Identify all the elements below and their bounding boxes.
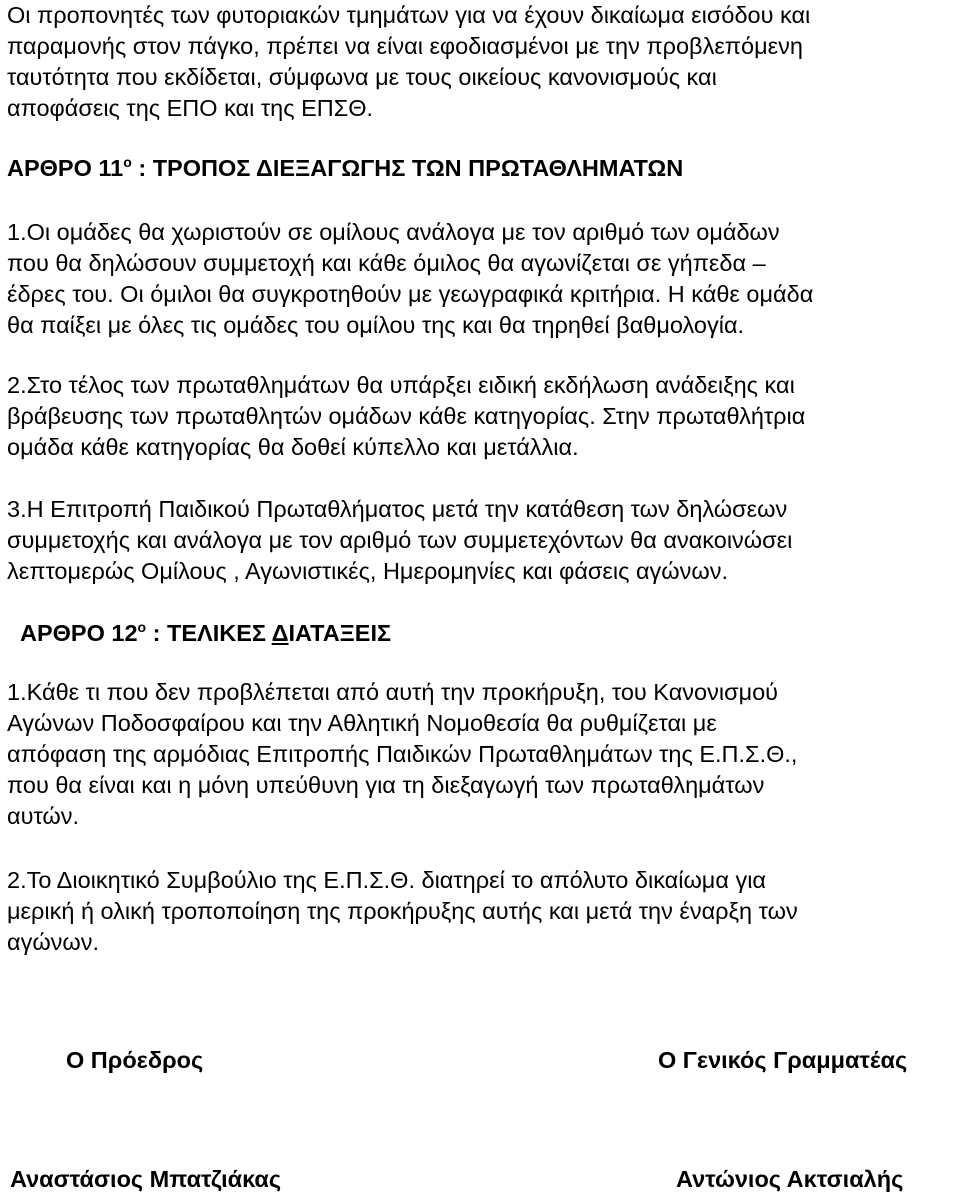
- text-line: λεπτομερώς Ομίλους , Αγωνιστικές, Ημερομηνίες και φάσεις αγώνων.: [7, 558, 729, 584]
- text-line: 1.Κάθε τι που δεν προβλέπεται από αυτή την προκήρυξη, του Κανονισμού: [7, 679, 779, 705]
- text-line: 3.Η Επιτροπή Παιδικού Πρωταθλήματος μετά την κατάθεση των δηλώσεων: [7, 496, 788, 522]
- text-line: απόφαση της αρμόδιας Επιτροπής Παιδικών Πρωταθλημάτων της Ε.Π.Σ.Θ.,: [7, 741, 798, 767]
- article-11-title: : ΤΡΟΠΟΣ ΔΙΕΞΑΓΩΓΗΣ ΤΩΝ ΠΡΩΤΑΘΛΗΜΑΤΩΝ: [131, 155, 684, 181]
- intro-paragraph: [7, 0, 957, 124]
- article-12-paragraph-2: [7, 865, 957, 958]
- text-line: Αγώνων Ποδοσφαίρου και την Αθλητική Νομοθεσία θα ρυθμίζεται με: [7, 710, 717, 736]
- article-12-prefix: ΑΡΘΡΟ 12: [20, 620, 138, 646]
- text-line: αυτών.: [7, 803, 80, 829]
- text-line: θα παίξει με όλες τις ομάδες του ομίλου της και θα τηρηθεί βαθμολογία.: [7, 312, 745, 338]
- article-11-paragraph-3: [7, 494, 957, 587]
- article-12-paragraph-1: [7, 677, 957, 832]
- text-line: Οι προπονητές των φυτοριακών τμημάτων για να έχουν δικαίωμα εισόδου και: [7, 2, 811, 28]
- text-line: αποφάσεις της ΕΠΟ και της ΕΠΣΘ.: [7, 95, 374, 121]
- text-line: που θα είναι και η μόνη υπεύθυνη για τη διεξαγωγή των πρωταθλημάτων: [7, 772, 765, 798]
- secretary-name: Αντώνιος Ακτσιαλής: [676, 1166, 904, 1192]
- president-name: Αναστάσιος Μπατζιάκας: [10, 1166, 282, 1192]
- text-line: που θα δηλώσουν συμμετοχή και κάθε όμιλος θα αγωνίζεται σε γήπεδα –: [7, 250, 766, 276]
- text-line: συμμετοχής και ανάλογα με τον αριθμό των συμμετεχόντων θα ανακοινώσει: [7, 527, 793, 553]
- article-12-title-underlined: Δ: [271, 620, 289, 646]
- text-line: μερική ή ολική τροποποίηση της προκήρυξης αυτής και μετά την έναρξη των: [7, 898, 798, 924]
- article-11-prefix: ΑΡΘΡΟ 11: [7, 155, 124, 181]
- article-11-paragraph-2: [7, 370, 957, 463]
- article-12-ordinal: ο: [137, 619, 147, 635]
- text-line: ταυτότητα που εκδίδεται, σύμφωνα με τους οικείους κανονισμούς και: [7, 64, 717, 90]
- president-title: Ο Πρόεδρος: [66, 1047, 204, 1073]
- article-11-ordinal: ο: [123, 154, 132, 170]
- text-line: έδρες του. Οι όμιλοι θα συγκροτηθούν με γεωγραφικά κριτήρια. Η κάθε ομάδα: [7, 281, 814, 307]
- article-12-heading: [20, 618, 391, 649]
- text-line: παραμονής στον πάγκο, πρέπει να είναι εφοδιασμένοι με την προβλεπόμενη: [7, 33, 803, 59]
- text-line: ομάδα κάθε κατηγορίας θα δοθεί κύπελλο και μετάλλια.: [7, 434, 579, 460]
- article-12-title: : ΤΕΛΙΚΕΣ: [146, 620, 272, 646]
- text-line: αγώνων.: [7, 929, 100, 955]
- article-11-paragraph-1: [7, 217, 957, 341]
- secretary-title: Ο Γενικός Γραμματέας: [658, 1047, 908, 1073]
- text-line: 2.Στο τέλος των πρωταθλημάτων θα υπάρξει ειδική εκδήλωση ανάδειξης και: [7, 372, 795, 398]
- text-line: 1.Οι ομάδες θα χωριστούν σε ομίλους ανάλογα με τον αριθμό των ομάδων: [7, 219, 780, 245]
- text-line: 2.Το Διοικητικό Συμβούλιο της Ε.Π.Σ.Θ. διατηρεί το απόλυτο δικαίωμα για: [7, 867, 767, 893]
- article-11-heading: [7, 153, 683, 184]
- text-line: βράβευσης των πρωταθλητών ομάδων κάθε κατηγορίας. Στην πρωταθλήτρια: [7, 403, 806, 429]
- article-12-title-rest: ΙΑΤΑΞΕΙΣ: [288, 620, 392, 646]
